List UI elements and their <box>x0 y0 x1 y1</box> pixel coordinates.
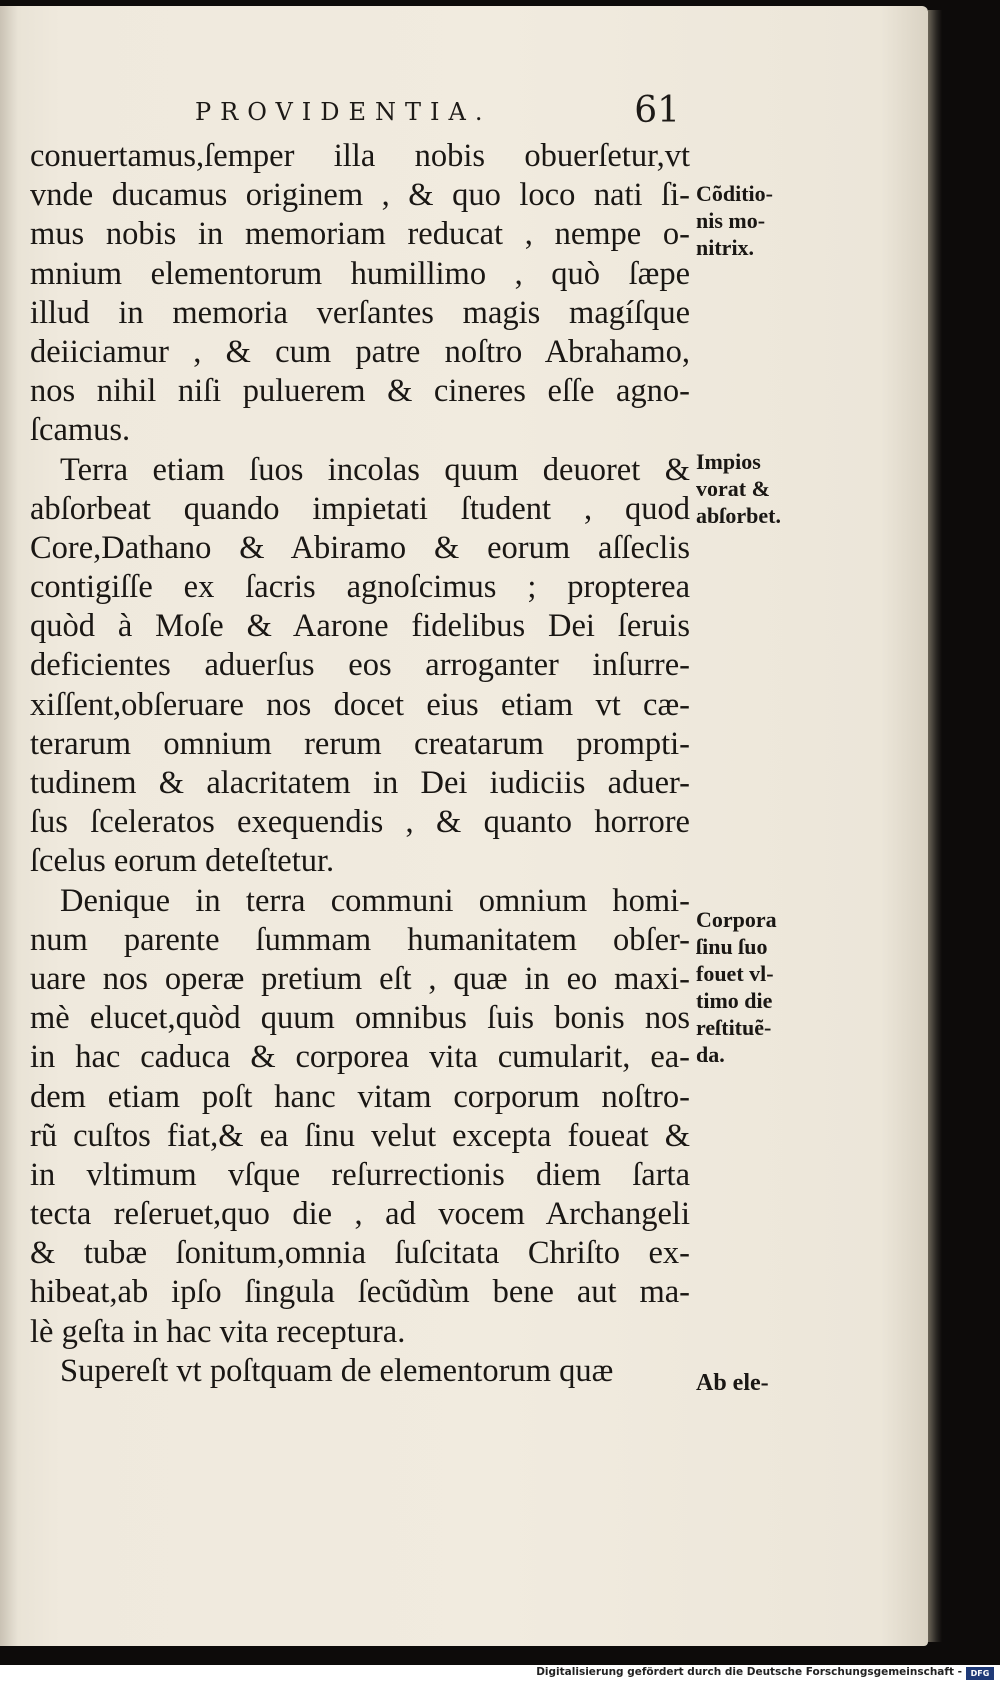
text-line: ſus ſceleratos exequendis , & quanto horrore <box>30 804 690 841</box>
text-line: lè geſta in hac vita receptura. <box>30 1313 406 1350</box>
text-line: rũ cuſtos fiat,& ea ſinu velut excepta foueat & <box>30 1117 690 1154</box>
text-line: abſorbeat quando impietati ſtudent , quod <box>30 490 690 527</box>
text-line: Supereſt vt poſtquam de elementorum quæ <box>60 1352 614 1389</box>
margin-note-line: nis mo- <box>696 208 766 233</box>
digitization-credit: Digitalisierung gefördert durch die Deutsche Forschungsgemeinschaft - <box>536 1666 962 1678</box>
text-line: in hac caduca & corporea vita cumularit, ea- <box>30 1039 690 1076</box>
margin-note-line: Cõditio- <box>696 181 773 206</box>
body-text <box>30 137 690 1391</box>
margin-note <box>696 448 816 529</box>
paragraph <box>30 1352 690 1391</box>
margin-note-line: Impios <box>696 449 761 474</box>
text-line: contigiſſe ex ſacris agnoſcimus ; propterea <box>30 569 690 606</box>
text-line: xiſſent,obſeruare nos docet eius etiam vt cæ- <box>30 686 690 723</box>
margin-note <box>696 1370 816 1397</box>
text-line: mus nobis in memoriam reducat , nempe o- <box>30 216 690 253</box>
text-line: nos nihil niſi puluerem & cineres eſſe agno- <box>30 373 690 410</box>
text-line: Terra etiam ſuos incolas quum deuoret & <box>60 451 690 488</box>
margin-note-line: ſinu ſuo <box>696 934 768 959</box>
paragraph <box>30 882 690 1352</box>
text-line: hibeat,ab ipſo ſingula ſecũdùm bene aut ma- <box>30 1274 690 1311</box>
text-line: vnde ducamus originem , & quo loco nati ſi- <box>30 177 690 214</box>
text-line: conuertamus,ſemper illa nobis obuerſetur,vt <box>30 138 690 174</box>
text-line: dem etiam poſt hanc vitam corporum noſtro- <box>30 1078 690 1115</box>
text-line: deiiciamur , & cum patre noſtro Abrahamo, <box>30 333 690 370</box>
text-line: Core,Dathano & Abiramo & eorum aſſeclis <box>30 529 690 566</box>
margin-note-line: da. <box>696 1042 725 1067</box>
running-title: PROVIDENTIA. <box>195 98 492 126</box>
margin-note-line: nitrix. <box>696 235 755 260</box>
text-line: num parente ſummam humanitatem obſer- <box>30 921 690 958</box>
dfg-logo: DFG <box>966 1667 994 1680</box>
text-line: illud in memoria verſantes magis magíſque <box>30 294 690 331</box>
text-line: tudinem & alacritatem in Dei iudiciis aduer- <box>30 765 690 801</box>
page-number: 61 <box>634 90 680 131</box>
text-line: mnium elementorum humillimo , quò ſæpe <box>30 255 690 292</box>
text-line: in vltimum vſque reſurrectionis diem ſarta <box>30 1156 690 1193</box>
text-line: ſcelus eorum deteſtetur. <box>30 843 335 880</box>
text-line: & tubæ ſonitum,omnia ſuſcitata Chriſto ex- <box>30 1235 690 1272</box>
margin-note-line: Ab ele- <box>696 1370 769 1396</box>
text-line: tecta reſeruet,quo die , ad vocem Archangeli <box>30 1196 690 1233</box>
margin-note-line: Corpora <box>696 907 777 932</box>
margin-note-line: reſtituẽ- <box>696 1015 772 1040</box>
margin-note-line: timo die <box>696 988 773 1013</box>
page-edge <box>928 10 942 1642</box>
text-line: deficientes aduerſus eos arroganter inſurre- <box>30 647 690 684</box>
margin-note-line: vorat & <box>696 476 770 501</box>
text-line: mè elucet,quòd quum omnibus ſuis bonis nos <box>30 1000 690 1037</box>
text-line: Denique in terra communi omnium homi- <box>60 882 690 919</box>
margin-note <box>696 180 816 261</box>
paragraph <box>30 451 690 882</box>
text-line: quòd à Moſe & Aarone fidelibus Dei ſeruis <box>30 608 690 645</box>
text-line: terarum omnium rerum creatarum prompti- <box>30 725 690 762</box>
paragraph <box>30 137 690 451</box>
text-line: uare nos operæ pretium eſt , quæ in eo maxi- <box>30 960 690 997</box>
margin-note <box>696 906 816 1068</box>
margin-note-line: fouet vl- <box>696 961 774 986</box>
text-line: ſcamus. <box>30 412 131 449</box>
margin-note-line: abſorbet. <box>696 503 781 528</box>
